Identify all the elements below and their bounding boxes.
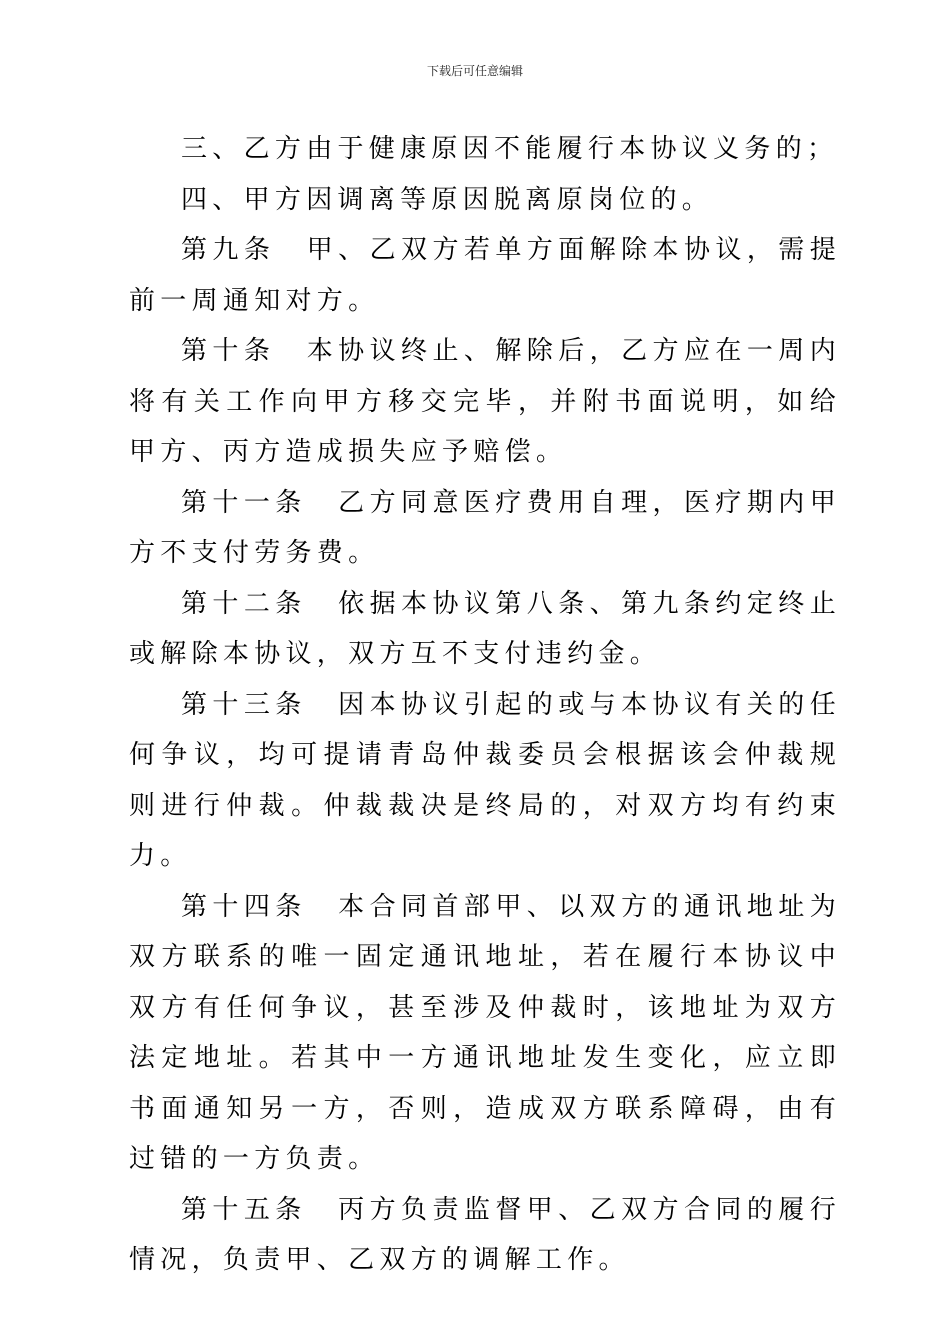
document-body xyxy=(129,124,841,1286)
paragraph-clause-3: 三、乙方由于健康原因不能履行本协议义务的； xyxy=(181,134,839,164)
paragraph-clause-4: 四、甲方因调离等原因脱离原岗位的。 xyxy=(181,184,714,215)
paragraph-article-15: 第十五条 丙方负责监督甲、乙双方合同的履行情况，负责甲、乙双方的调解工作。 xyxy=(129,1194,841,1275)
paragraph-article-12: 第十二条 依据本协议第八条、第九条约定终止或解除本协议，双方互不支付违约金。 xyxy=(129,588,841,669)
paragraph-article-14: 第十四条 本合同首部甲、以双方的通讯地址为双方联系的唯一固定通讯地址，若在履行本协议中双方有任何争议，甚至涉及仲裁时，该地址为双方法定地址。若其中一方通讯地址发生变化，应立即书面通知另一方，否则，造成双方联系障碍，由有过错的一方负责。 xyxy=(129,891,841,1174)
paragraph-article-13: 第十三条 因本协议引起的或与本协议有关的任何争议，均可提请青岛仲裁委员会根据该会仲裁规则进行仲裁。仲裁裁决是终局的，对双方均有约束力。 xyxy=(129,689,841,871)
header-note: 下载后可任意编辑 xyxy=(426,64,523,78)
paragraph-article-10: 第十条 本协议终止、解除后，乙方应在一周内将有关工作向甲方移交完毕，并附书面说明，如给甲方、丙方造成损失应予赔偿。 xyxy=(129,336,841,467)
paragraph-article-11: 第十一条 乙方同意医疗费用自理，医疗期内甲方不支付劳务费。 xyxy=(129,487,841,568)
paragraph-article-9: 第九条 甲、乙双方若单方面解除本协议，需提前一周通知对方。 xyxy=(129,235,841,316)
